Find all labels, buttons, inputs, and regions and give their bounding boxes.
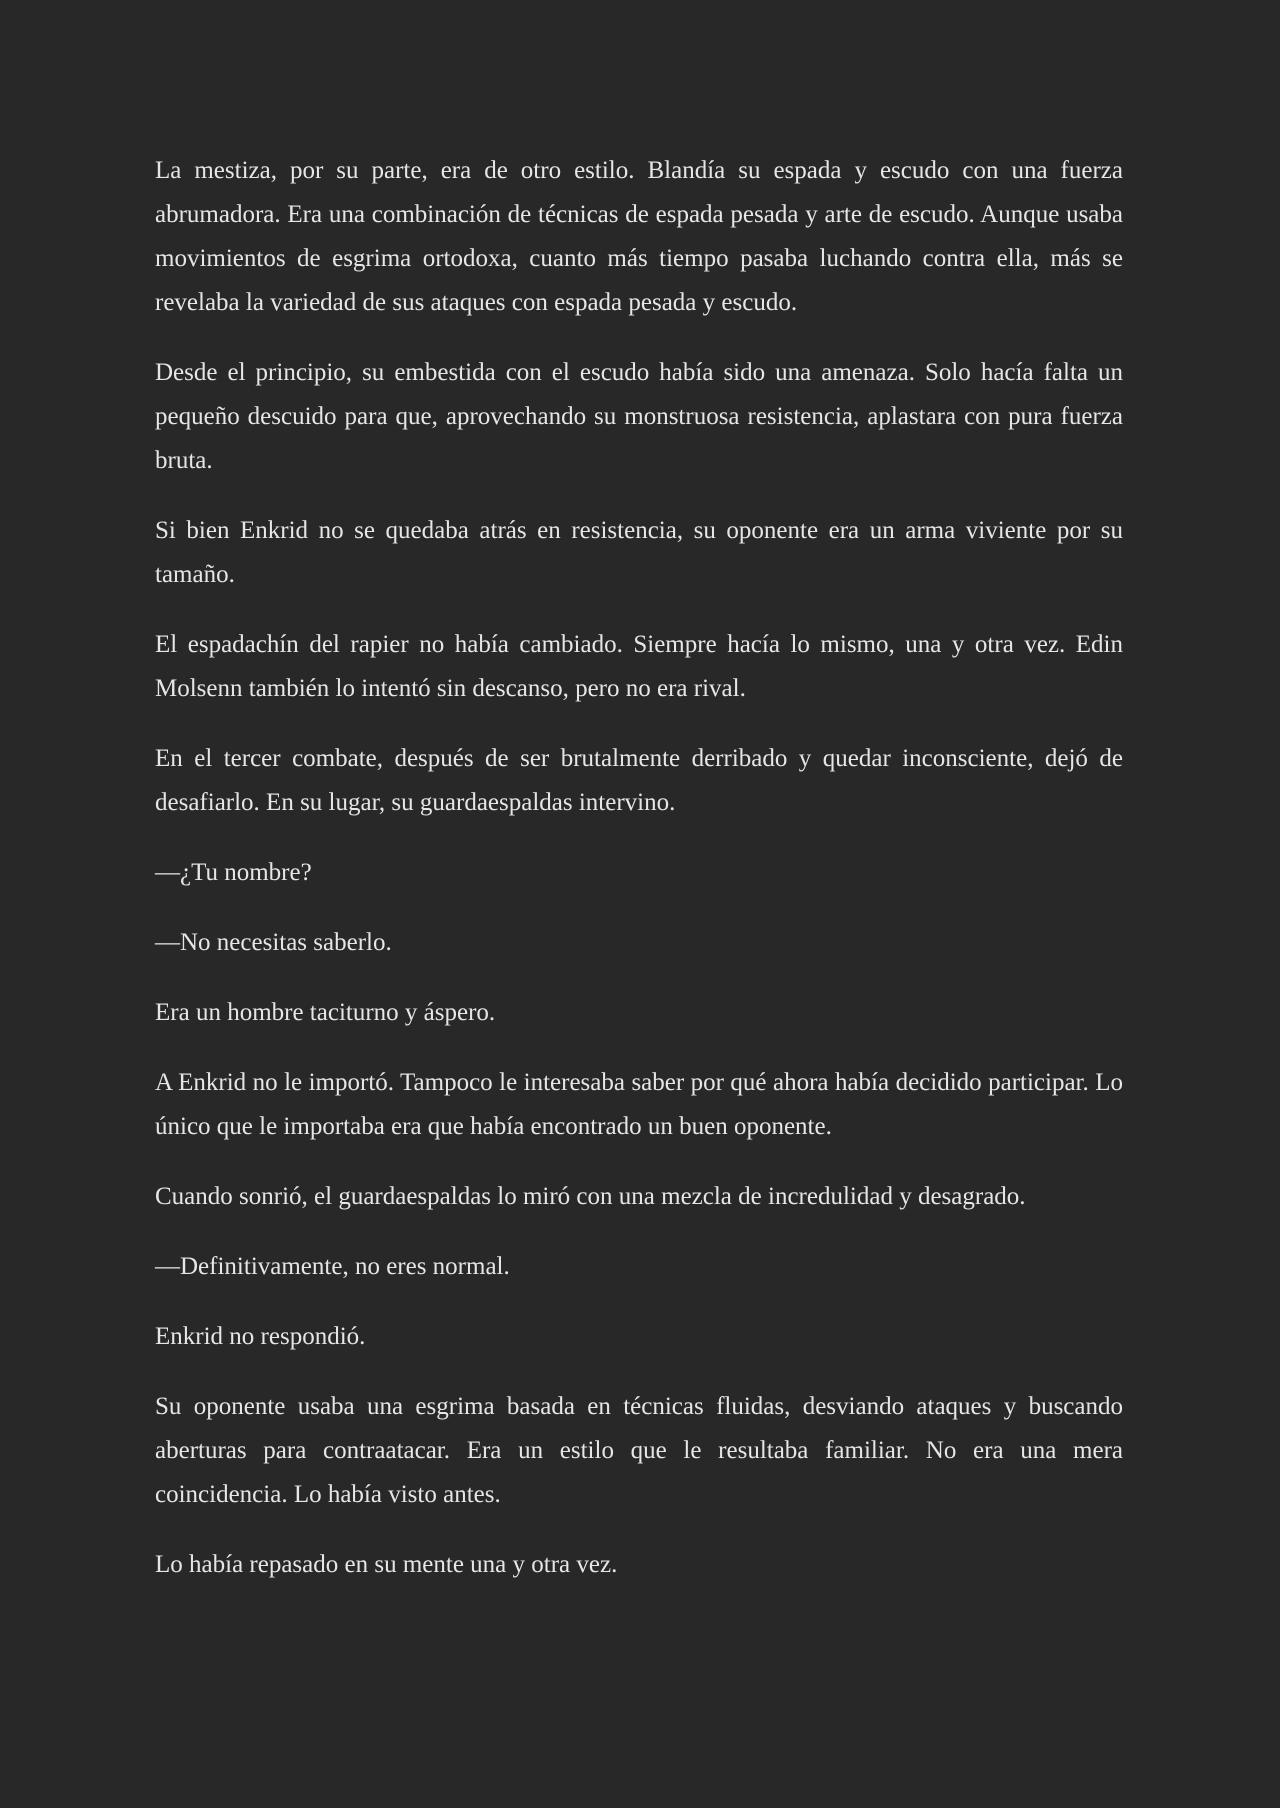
paragraph-13: Su oponente usaba una esgrima basada en técnicas fluidas, desviando ataques y buscando aberturas para contraatacar. Era un estilo que le resultaba familiar. No era una mera coincidencia. Lo había visto antes. — [155, 1393, 1123, 1508]
paragraph-9: A Enkrid no le importó. Tampoco le interesaba saber por qué ahora había decidido participar. Lo único que le importaba era que había encontrado un buen oponente. — [155, 1069, 1123, 1140]
dialogue-line-3: —Definitivamente, no eres normal. — [155, 1253, 510, 1280]
dialogue-line-2: —No necesitas saberlo. — [155, 929, 392, 956]
paragraph-1: La mestiza, por su parte, era de otro estilo. Blandía su espada y escudo con una fuerza abrumadora. Era una combinación de técnicas de espada pesada y arte de escudo. Aunque usaba movimientos de esgrima ortodoxa, cuanto más tiempo pasaba luchando contra ella, más se revelaba la variedad de sus ataques con espada pesada y escudo. — [155, 157, 1123, 316]
paragraph-2: Desde el principio, su embestida con el escudo había sido una amenaza. Solo hacía falta un pequeño descuido para que, aprovechando su monstruosa resistencia, aplastara con pura fuerza bruta. — [155, 359, 1123, 474]
dialogue-line-1: —¿Tu nombre? — [155, 859, 312, 886]
paragraph-8: Era un hombre taciturno y áspero. — [155, 999, 496, 1026]
paragraph-3: Si bien Enkrid no se quedaba atrás en resistencia, su oponente era un arma viviente por su tamaño. — [155, 517, 1123, 588]
paragraph-5: En el tercer combate, después de ser brutalmente derribado y quedar inconsciente, dejó de desafiarlo. En su lugar, su guardaespaldas intervino. — [155, 745, 1123, 816]
paragraph-10: Cuando sonrió, el guardaespaldas lo miró con una mezcla de incredulidad y desagrado. — [155, 1183, 1026, 1210]
paragraph-4: El espadachín del rapier no había cambiado. Siempre hacía lo mismo, una y otra vez. Edin Molsenn también lo intentó sin descanso, pero no era rival. — [155, 631, 1123, 702]
paragraph-14: Lo había repasado en su mente una y otra vez. — [155, 1551, 618, 1578]
paragraph-12: Enkrid no respondió. — [155, 1323, 366, 1350]
